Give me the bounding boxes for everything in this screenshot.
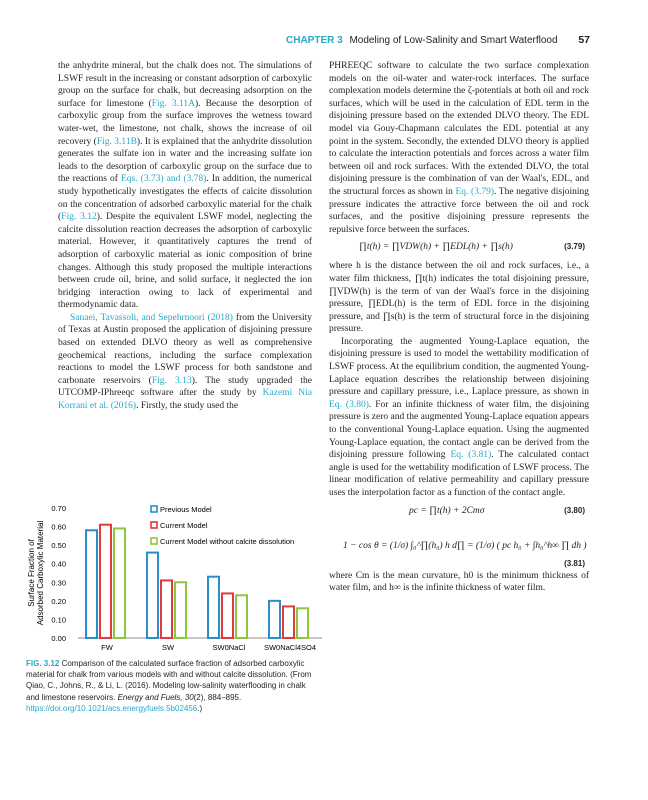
- y-tick-label: 0.20: [51, 596, 66, 606]
- chapter-title: Modeling of Low-Salinity and Smart Waterflood: [349, 35, 558, 46]
- doi-link[interactable]: https://doi.org/10.1021/acs.energyfuels.5b02456: [26, 703, 198, 713]
- figure-link[interactable]: Fig. 3.12: [61, 212, 97, 223]
- y-tick-label: 0.30: [51, 578, 66, 588]
- bar: [297, 608, 308, 638]
- x-tick-label: SW: [161, 643, 175, 652]
- legend-label: Current Model: [160, 521, 208, 530]
- y-tick-label: 0.10: [51, 615, 66, 625]
- y-tick-label: 0.40: [51, 559, 66, 569]
- bar: [269, 601, 280, 638]
- equation-3-79: [329, 236, 589, 260]
- reference-link[interactable]: Kazemi Nia Korrani et al. (2016): [58, 388, 312, 412]
- reference-link[interactable]: Sanaei, Tavassoli, and Sepehrnoori (2018): [70, 312, 233, 323]
- x-tick-label: SW0NaCl4SO4: [263, 643, 317, 652]
- y-axis-label-line: Surface Fraction of: [27, 539, 36, 607]
- bar-chart: [26, 496, 326, 656]
- x-tick-label: SW0NaCl: [212, 643, 246, 652]
- legend-swatch: [151, 506, 157, 512]
- x-tick-label: FW: [101, 643, 113, 652]
- equation-body: pc = ∏t(h) + 2Cmσ: [409, 505, 485, 516]
- right-column: [329, 60, 589, 595]
- figure-link[interactable]: Fig. 3.13: [151, 375, 192, 386]
- bar: [208, 577, 219, 638]
- equation-number: (3.80): [564, 505, 585, 515]
- bar: [147, 553, 158, 638]
- paragraph: PHREEQC software to calculate the two surface complexation models on the oil-water and water-rock interfaces. The surface complexation models determine the ζ-potentials at both oil and rock surfaces, which will be used in the calculation of EDL term in the disjoining pressure based on the extended DLVO theory. The EDL model via Gouy-Chapmann calculates the EDL potential at any point in the system. Secondly, the extended DLVO theory is applied to calculate the interaction potentials and forces across a water film between oil and rock surfaces. With the extended DLVO, the total disjoining pressure is the combination of van der Waal's, EDL, and the structural forces as shown in Eq. (3.79). The negative disjoining pressure indicates the attractive force between the oil and rock surfaces, and the positive disjoining pressure represents the repulsive force between the surfaces.: [329, 61, 589, 235]
- bar: [222, 593, 233, 638]
- y-axis-label: [27, 521, 45, 626]
- bar: [100, 525, 111, 638]
- legend-swatch: [151, 538, 157, 544]
- left-column: [58, 60, 312, 413]
- y-tick-label: 0.50: [51, 541, 66, 551]
- bar: [161, 580, 172, 638]
- equation-link[interactable]: Eq. (3.81): [450, 450, 492, 461]
- y-axis-label-line: Adsorbed Carboxylic Material: [36, 520, 45, 626]
- y-tick-label: 0.00: [51, 634, 66, 643]
- equation-body: 1 − cos θ = (1/σ) ∫₀^∏(h₀) h d∏ = (1/σ) ( pc h₀ + ∫h₀^h∞ ∏ dh ): [343, 540, 587, 551]
- equation-body: ∏t(h) = ∏VDW(h) + ∏EDL(h) + ∏s(h): [359, 242, 513, 253]
- y-tick-label: 0.60: [51, 522, 66, 532]
- legend-label: Current Model without calcite dissolution: [160, 537, 295, 546]
- bar: [86, 530, 97, 638]
- bar: [283, 606, 294, 638]
- paragraph: Incorporating the augmented Young-Laplace equation, the disjoining pressure is used to model the wettability modification of LSWF process. At the equilibrium condition, the augmented Young-Laplace equation describes the relationship between disjoining pressure and capillary pressure, i.e., Laplace pressure, as shown in Eq. (3.80). For an infinite thickness of water film, the disjoining pressure is zero and the augmented Young-Laplace equation appears to the conventional Young-Laplace equation. Using the augmented Young-Laplace equation, the contact angle can be derived from the disjoining pressure following Eq. (3.81). The calculated contact angle is used for the wettability modification of LSWF process. The linear modification of relative permeability and capillary pressure uses the interpolation factor as a function of the contact angle.: [329, 336, 589, 498]
- figure-link[interactable]: Fig. 3.11B: [96, 136, 137, 147]
- figure-label: FIG. 3.12: [26, 659, 60, 668]
- bar: [114, 528, 125, 638]
- y-tick-label: 0.70: [51, 504, 66, 513]
- equation-3-80: [329, 500, 589, 524]
- bar: [175, 582, 186, 638]
- figure-caption: FIG. 3.12 Comparison of the calculated surface fraction of adsorbed carboxylic material for chalk from various models with and without calcite dissolution. (From Qiao, C., Johns, R., & Li, L. (2016). Modeling low-salinity waterflooding in chalk and limestone reservoirs. Energy and Fuels, 30(2), 884–895. https://doi.org/10.1021/acs.energyfuels.5b02456.): [26, 659, 312, 713]
- equation-3-81: [329, 524, 589, 570]
- equation-link[interactable]: Eq. (3.80): [329, 399, 369, 410]
- paragraph: the anhydrite mineral, but the chalk does not. The simulations of LSWF result in the increasing or constant adsorption of carboxylic group on the surface for chalk, but decreasing adsorption on the surface for limestone (Fig. 3.11A). Because the desorption of carboxylic group from the surface improves the wetness toward water-wet, the limestone, not chalk, shows the increase of oil recovery (Fig. 3.11B). It is explained that the anhydrite dissolution generates the sulfate ion in water and the increasing sulfate ion leads to the desorption of carboxylic group on the surface due to the reactions of Eqs. (3.73) and (3.78). In addition, the numerical study hypothetically investigates the effects of calcite dissolution on the concentration of adsorbed carboxylic material for the chalk (Fig. 3.12). Despite the equivalent LSWF model, neglecting the calcite dissolution reaction decreases the adsorption of carboxylic material. However, it quantitatively captures the trend of adsorption of carboxylic material as ionic composition of brine changes. Although this study proposed the multiple interactions between crude oil, brine, and solid surface, it neglected the ion bridging interaction owing to lack of experimental and thermodynamic data.: [58, 61, 313, 311]
- paragraph: where Cm is the mean curvature, h0 is the minimum thickness of water film, and h∞ is the infinite thickness of water film.: [329, 570, 589, 594]
- paragraph: Sanaei, Tavassoli, and Sepehrnoori (2018) from the University of Texas at Austin proposed the application of disjoining pressure based on extended DLVO theory as well as comprehensive geochemical reactions, including the surface complexation reactions to model the LSWF process for both sandstone and carbonate reservoirs (Fig. 3.13). The study upgraded the UTCOMP-IPhreeqc software after the study by Kazemi Nia Korrani et al. (2016). Firstly, the study used the: [58, 312, 312, 412]
- paragraph: where h is the distance between the oil and rock surfaces, i.e., a water film thickness, ∏t(h) indicates the total disjoining pressure, ∏VDW(h) is the term of van der Waal's force in the disjoining pressure, ∏EDL(h) is the term of EDL force in the disjoining pressure, and ∏s(h) is the term of structural force in the disjoining pressure.: [329, 261, 589, 335]
- figure-link[interactable]: Fig. 3.11A: [151, 98, 195, 109]
- equation-number: (3.81): [564, 558, 585, 568]
- equation-link[interactable]: Eqs. (3.73) and (3.78): [120, 174, 207, 185]
- bar: [236, 595, 247, 638]
- equation-number: (3.79): [564, 242, 585, 252]
- legend-label: Previous Model: [160, 505, 212, 514]
- legend-swatch: [151, 522, 157, 528]
- chapter-label: CHAPTER 3: [286, 35, 343, 46]
- equation-link[interactable]: Eq. (3.79): [455, 186, 494, 197]
- page-number: 57: [578, 34, 590, 46]
- page-header: [232, 34, 590, 46]
